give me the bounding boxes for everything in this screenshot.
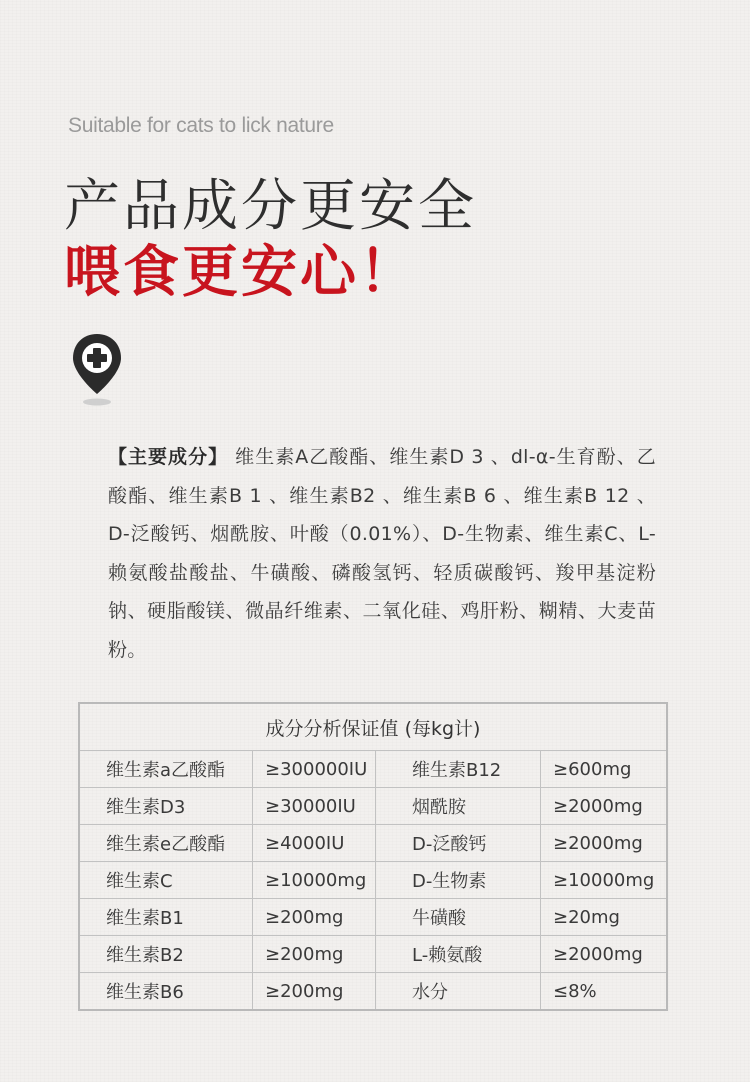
nutrient-name: D-生物素	[376, 862, 541, 899]
nutrient-name: 水分	[376, 973, 541, 1011]
nutrient-value: ≥200mg	[253, 973, 376, 1011]
nutrient-value: ≥30000IU	[253, 788, 376, 825]
nutrient-name: 维生素B6	[79, 973, 253, 1011]
nutrient-name: 烟酰胺	[376, 788, 541, 825]
nutrient-name: 维生素B1	[79, 899, 253, 936]
ingredients-text: 维生素A乙酸酯、维生素D 3 、dl-α-生育酚、乙酸酯、维生素B 1 、维生素B2 、维生素B 6 、维生素B 12 、D-泛酸钙、烟酰胺、叶酸（0.01%）、D-生物素、维生素C、L-赖氨酸盐酸盐、牛磺酸、磷酸氢钙、轻质碳酸钙、羧甲基淀粉钠、硬脂酸镁、微晶纤维素、二氧化硅、鸡肝粉、糊精、大麦苗粉。	[108, 446, 656, 661]
table-row	[79, 973, 667, 1011]
nutrient-name: 维生素C	[79, 862, 253, 899]
nutrient-value: ≥10000mg	[253, 862, 376, 899]
nutrient-value: ≥300000IU	[253, 751, 376, 788]
nutrient-name: D-泛酸钙	[376, 825, 541, 862]
table-row	[79, 788, 667, 825]
table-row	[79, 862, 667, 899]
nutrient-value: ≥20mg	[541, 899, 668, 936]
nutrient-value: ≥4000IU	[253, 825, 376, 862]
analysis-table	[78, 702, 668, 1011]
analysis-table-title: 成分分析保证值 (每kg计)	[79, 703, 667, 751]
nutrient-name: 牛磺酸	[376, 899, 541, 936]
table-row	[79, 751, 667, 788]
nutrient-value: ≥2000mg	[541, 825, 668, 862]
nutrient-name: 维生素a乙酸酯	[79, 751, 253, 788]
nutrient-value: ≥2000mg	[541, 936, 668, 973]
ingredients-label: 【主要成分】	[108, 446, 229, 468]
headline-line-2: 喂食更安心！	[64, 240, 418, 305]
table-row	[79, 899, 667, 936]
ingredients-paragraph	[108, 438, 656, 669]
nutrient-value: ≤8%	[541, 973, 668, 1011]
nutrient-value: ≥10000mg	[541, 862, 668, 899]
headline-line-1: 产品成分更安全	[64, 174, 477, 239]
page-subtitle: Suitable for cats to lick nature	[68, 114, 334, 137]
nutrient-value: ≥600mg	[541, 751, 668, 788]
nutrient-value: ≥2000mg	[541, 788, 668, 825]
location-pin-plus-icon	[70, 332, 124, 408]
table-row	[79, 936, 667, 973]
nutrient-value: ≥200mg	[253, 899, 376, 936]
nutrient-name: 维生素e乙酸酯	[79, 825, 253, 862]
nutrient-name: 维生素B12	[376, 751, 541, 788]
table-row	[79, 825, 667, 862]
nutrient-name: 维生素D3	[79, 788, 253, 825]
nutrient-name: L-赖氨酸	[376, 936, 541, 973]
nutrient-value: ≥200mg	[253, 936, 376, 973]
nutrient-name: 维生素B2	[79, 936, 253, 973]
